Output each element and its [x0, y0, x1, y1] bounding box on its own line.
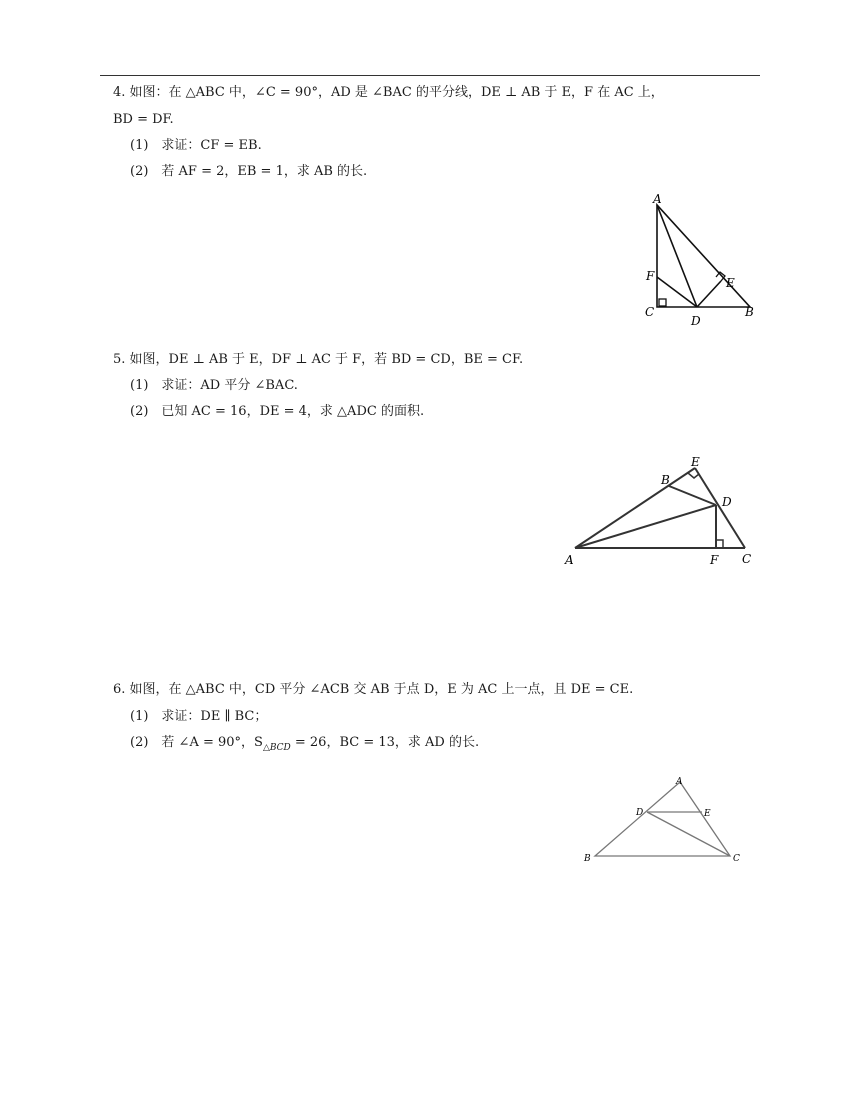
problem-4-figure [640, 190, 760, 330]
right-angle-c [659, 299, 666, 306]
right-angle-e [688, 473, 699, 478]
problem-6-part-2-start: (2) 若 ∠A = 90°，S [130, 735, 263, 750]
label-c: C [733, 854, 740, 864]
label-a: A [653, 192, 662, 206]
label-e: E [726, 276, 735, 290]
segment-ae [575, 468, 695, 548]
problem-5-figure [555, 450, 760, 575]
segment-dc [647, 812, 730, 856]
problem-4-statement-cont: BD = DF. [113, 112, 174, 127]
problem-6-part-2-end: = 26，BC = 13，求 AD 的长. [290, 735, 480, 750]
problem-4-part-2: (2) 若 AF = 2，EB = 1，求 AB 的长. [130, 164, 368, 179]
label-a: A [565, 553, 574, 567]
right-angle-e [716, 272, 725, 281]
problem-5-statement: 5. 如图，DE ⊥ AB 于 E，DF ⊥ AC 于 F，若 BD = CD，BE = CF. [113, 352, 524, 367]
problem-5-part-2: (2) 已知 AC = 16，DE = 4，求 △ADC 的面积. [130, 404, 425, 419]
label-c: C [742, 552, 752, 566]
label-d: D [722, 495, 732, 509]
label-d: D [636, 808, 644, 818]
header-rule [100, 75, 760, 76]
segment-ec [695, 468, 745, 548]
triangle-abc [657, 205, 750, 307]
problem-4-part-1: (1) 求证：CF = EB. [130, 138, 262, 153]
problem-6-part-2 [130, 734, 479, 753]
label-e: E [691, 455, 700, 469]
label-b: B [661, 473, 670, 487]
label-b: B [584, 854, 591, 864]
segment-de [697, 281, 721, 307]
label-b: B [745, 305, 754, 319]
label-f: F [710, 553, 719, 567]
problem-4-statement: 4. 如图：在 △ABC 中，∠C = 90°，AD 是 ∠BAC 的平分线，DE ⊥ AB 于 E，F 在 AC 上， [113, 85, 664, 100]
right-angle-f [716, 540, 723, 548]
segment-ad [575, 505, 716, 548]
label-c: C [645, 305, 655, 319]
label-e: E [704, 809, 711, 819]
problem-6-figure [575, 772, 750, 870]
label-f: F [646, 269, 655, 283]
problem-6-part-1: (1) 求证：DE ∥ BC； [130, 709, 268, 724]
problem-5-part-1: (1) 求证：AD 平分 ∠BAC. [130, 378, 298, 393]
problem-6-statement: 6. 如图，在 △ABC 中，CD 平分 ∠ACB 交 AB 于点 D，E 为 AC 上一点，且 DE = CE. [113, 682, 634, 697]
label-a: A [676, 777, 683, 787]
problem-6-area-subscript: △BCD [262, 743, 291, 753]
label-d: D [691, 314, 701, 328]
